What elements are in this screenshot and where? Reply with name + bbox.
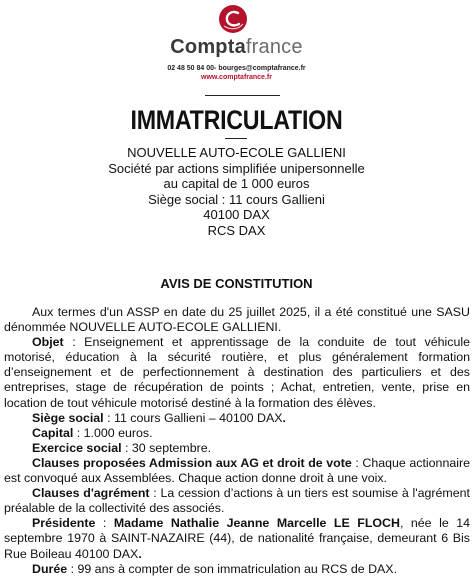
- capital-paragraph: [4, 426, 470, 441]
- siege-end: .: [282, 410, 286, 425]
- objet-paragraph: [4, 335, 470, 410]
- presidente-end: .: [138, 546, 142, 561]
- presidente-sep: :: [95, 516, 114, 531]
- intro-paragraph: Aux termes d'un ASSP en date du 25 juillet 2025, il a été constitué une SASU dénommée NOUVELLE AUTO-ECOLE GALLIENI.: [4, 305, 470, 335]
- website-link[interactable]: www.comptafrance.fr: [201, 74, 272, 81]
- contact-line: 02 48 50 84 00- bourges@comptafrance.fr: [167, 65, 306, 72]
- agrement-paragraph: [4, 486, 470, 516]
- objet-label: Objet: [32, 335, 64, 350]
- exercice-label: Exercice social: [32, 440, 122, 455]
- company-name: NOUVELLE AUTO-ECOLE GALLIENI: [127, 145, 346, 160]
- company-rcs: RCS DAX: [207, 222, 266, 238]
- presidente-text: , née le 14 septembre 1970 à SAINT-NAZAIRE (44), de nationalité française, demeurant 6 Bis Rue Boileau 40100 DAX: [4, 516, 471, 561]
- clauses-text: : Chaque actionnaire est convoqué aux Assemblées. Chaque action donne droit à une voix.: [4, 455, 471, 486]
- exercice-paragraph: [4, 441, 470, 456]
- clauses-paragraph: [4, 456, 470, 486]
- objet-text: : Enseignement et apprentissage de la conduite de tout véhicule motorisé, éducation à la sécurité routière, et plus généralement formation d’enseignement et de perfectionnement à destination des particuliers et des entreprises, stage de récupération de points ; Achat, entretien, vente, prise en location de tout véhicule motorisé destiné à la formation des élèves.: [4, 335, 470, 410]
- presidente-label: Présidente: [32, 516, 96, 531]
- company-siege: Siège social : 11 cours Gallieni: [148, 191, 325, 207]
- brand-name: [0, 36, 473, 58]
- agrement-label: Clauses d'agrément: [32, 486, 150, 501]
- clauses-label: Clauses proposées Admission aux AG et droit de vote: [32, 455, 352, 470]
- notice-title: AVIS DE CONSTITUTION: [160, 276, 313, 291]
- title-divider: [225, 138, 247, 139]
- presidente-name: Madame Nathalie Jeanne Marcelle LE FLOCH: [113, 516, 400, 531]
- duree-label: Durée: [32, 561, 68, 576]
- duree-text: : 99 ans à compter de son immatriculation au RCS de DAX.: [67, 561, 398, 576]
- siege-paragraph: [4, 411, 470, 426]
- siege-label: Siège social: [32, 410, 104, 425]
- capital-text: : 1.000 euros.: [73, 425, 153, 440]
- agrement-text: : La cession d’actions à un tiers est soumise à l'agrément préalable de la collectivité des associés.: [4, 486, 470, 516]
- company-capital: au capital de 1 000 euros: [163, 176, 310, 192]
- duree-paragraph: [4, 562, 470, 577]
- company-city: 40100 DAX: [203, 207, 270, 223]
- brand-part-1: Compta: [170, 36, 246, 58]
- header-divider: [205, 95, 280, 96]
- exercice-text: : 30 septembre.: [121, 440, 212, 455]
- siege-text: : 11 cours Gallieni – 40100 DAX: [103, 410, 283, 425]
- capital-label: Capital: [32, 425, 74, 440]
- page-title: IMMATRICULATION: [130, 105, 343, 135]
- presidente-paragraph: [4, 516, 470, 561]
- brand-part-2: france: [245, 36, 303, 58]
- notice-body: [4, 305, 470, 577]
- company-block: [0, 145, 473, 239]
- company-form: Société par actions simplifiée unipersonnelle: [108, 160, 365, 176]
- comptafrance-logo-icon: [218, 4, 248, 34]
